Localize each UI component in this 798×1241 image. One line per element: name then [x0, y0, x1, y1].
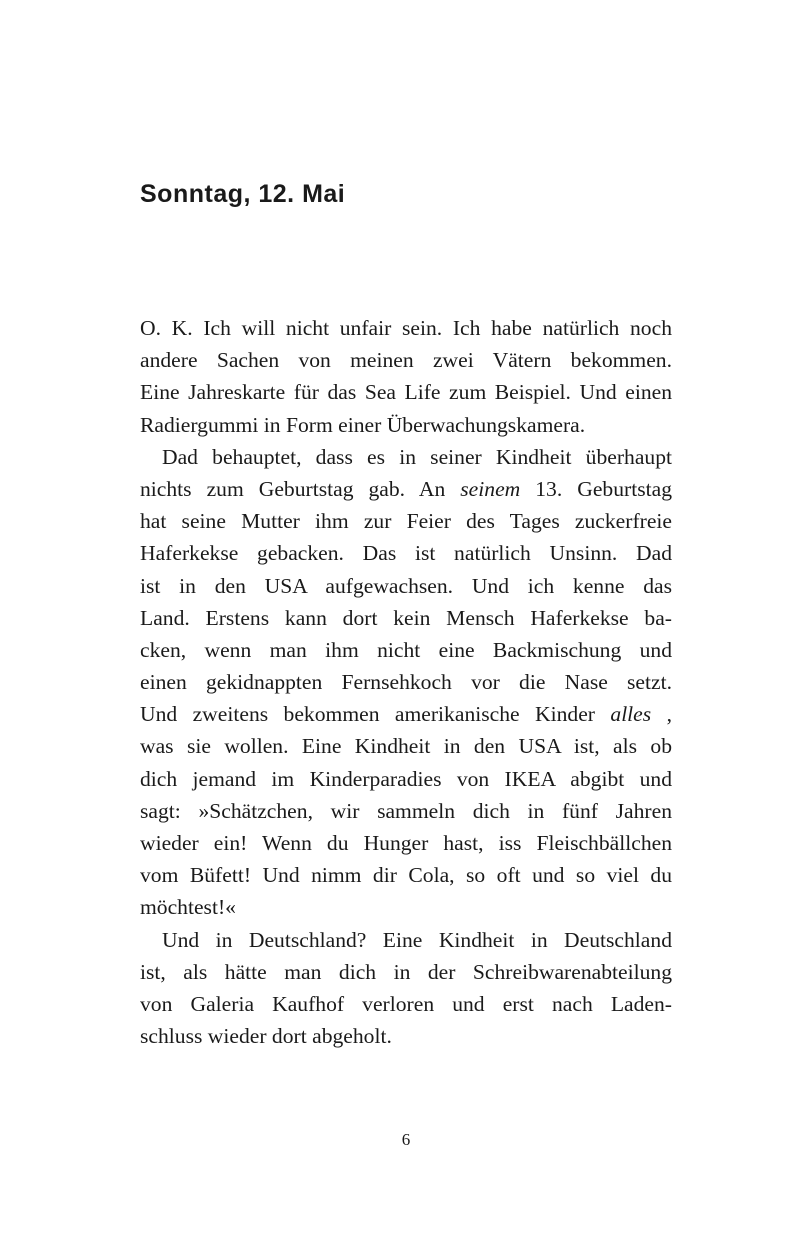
text-line: von Galeria Kaufhof verloren und erst nach Laden-: [140, 991, 672, 1016]
text-line: wieder ein! Wenn du Hunger hast, iss Fleischbällchen: [140, 831, 672, 855]
text-line: O. K. Ich will nicht unfair sein. Ich habe natürlich noch: [140, 316, 672, 340]
text-line: [140, 473, 672, 505]
text-run: Und zweitens bekommen amerikanische Kinder: [140, 702, 611, 727]
body-text: [140, 312, 672, 1052]
emphasized-word: seinem: [460, 476, 521, 501]
chapter-heading: Sonntag, 12. Mai: [140, 180, 346, 208]
text-line: was sie wollen. Eine Kindheit in den USA ist, als ob: [140, 734, 672, 759]
text-line: schluss wieder dort abgeholt.: [140, 1024, 392, 1049]
text-line: Haferkekse gebacken. Das ist natürlich Unsinn. Dad: [140, 541, 672, 566]
text-line: sagt: »Schätzchen, wir sammeln dich in fünf Jahren: [140, 798, 672, 823]
text-line: Radiergummi in Form einer Überwachungskamera.: [140, 412, 586, 437]
text-line: ist in den USA aufgewachsen. Und ich kenne das: [140, 573, 672, 598]
text-line: einen gekidnappten Fernsehkoch vor die Nase setzt.: [140, 670, 672, 695]
text-line: vom Büfett! Und nimm dir Cola, so oft und so viel du: [140, 863, 672, 888]
text-line: [140, 698, 672, 730]
text-line: Eine Jahreskarte für das Sea Life zum Beispiel. Und einen: [140, 380, 672, 405]
text-line: Und in Deutschland? Eine Kindheit in Deutschland: [162, 927, 672, 952]
text-run: ,: [666, 702, 672, 727]
text-run: nichts zum Geburtstag gab. An: [140, 476, 461, 501]
text-line: ist, als hätte man dich in der Schreibwarenabteilung: [140, 959, 672, 984]
text-line: Dad behauptet, dass es in seiner Kindheit überhaupt: [162, 444, 672, 469]
text-line: cken, wenn man ihm nicht eine Backmischung und: [140, 637, 672, 662]
emphasized-word: alles: [610, 702, 652, 727]
page-number: 6: [401, 1130, 411, 1149]
text-line: andere Sachen von meinen zwei Vätern bekommen.: [140, 348, 672, 373]
text-line: möchtest!«: [140, 895, 236, 920]
text-line: Land. Erstens kann dort kein Mensch Haferkekse ba-: [140, 605, 672, 630]
text-line: hat seine Mutter ihm zur Feier des Tages zuckerfreie: [140, 509, 672, 534]
text-line: dich jemand im Kinderparadies von IKEA abgibt und: [140, 766, 672, 791]
text-run: 13. Geburtstag: [535, 476, 672, 501]
